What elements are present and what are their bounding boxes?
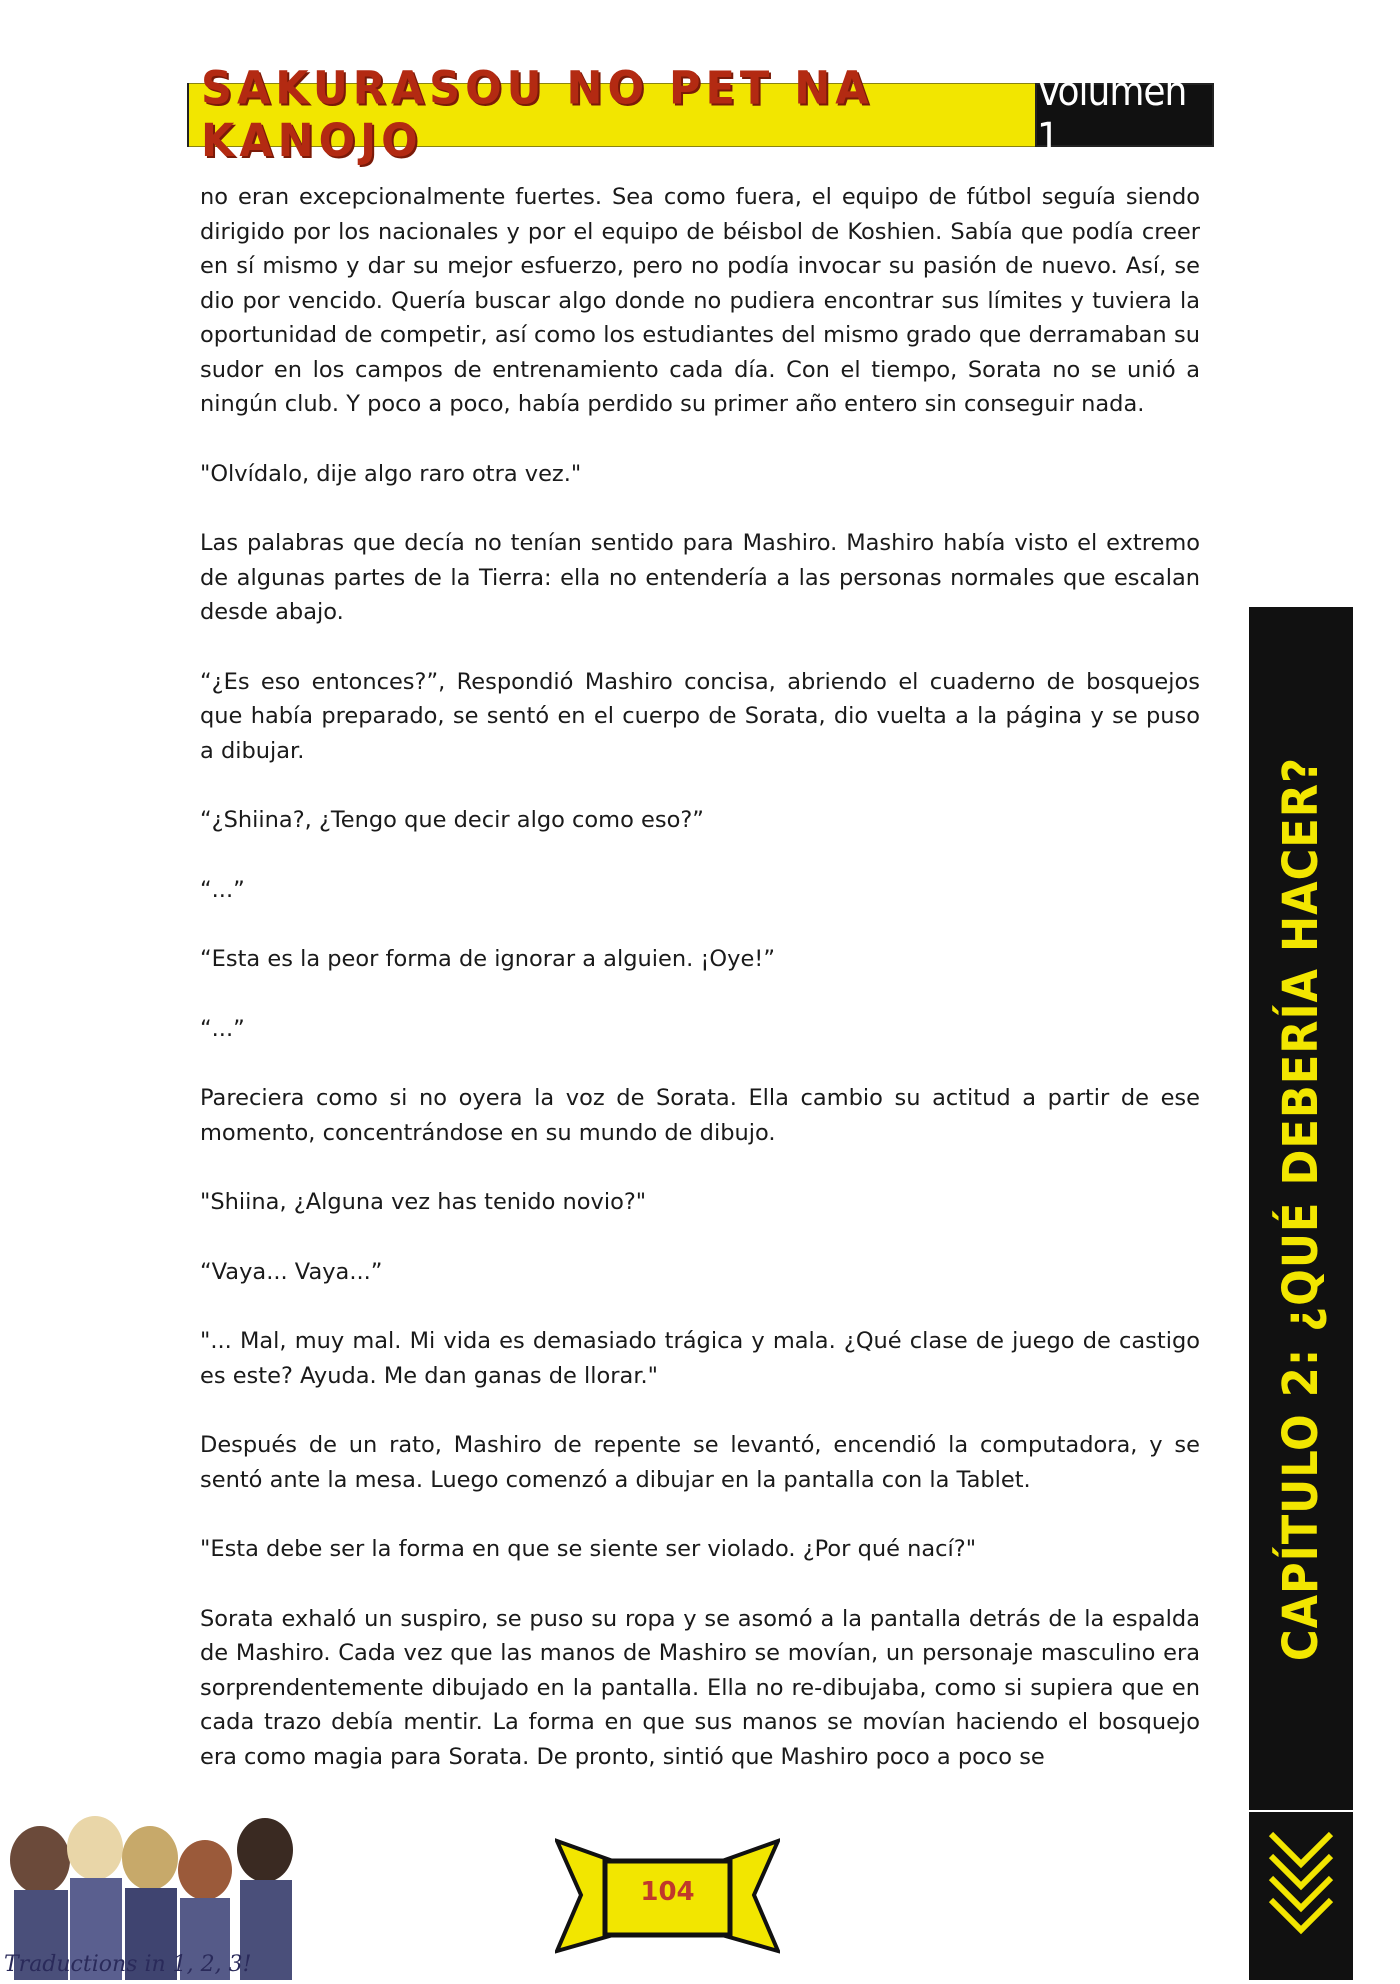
- body-text: [200, 180, 1200, 1774]
- translator-credit: Traductions in 1, 2, 3!: [4, 1952, 252, 1977]
- paragraph: Sorata exhaló un suspiro, se puso su ropa y se asomó a la pantalla detrás de la espalda de Mashiro. Cada vez que las manos de Mashiro se movían, un personaje masculino era sorprendentemente dibujado en la pantalla. Ella no re-dibujaba, como si supiera que en cada trazo debía mentir. La forma en que sus manos se movían haciendo el bosquejo era como magia para Sorata. De pronto, sintió que Mashiro poco a poco se: [200, 1605, 1200, 1770]
- paragraph: Pareciera como si no oyera la voz de Sorata. Ella cambio su actitud a partir de ese momento, concentrándose en su mundo de dibujo.: [200, 1085, 1200, 1146]
- page-header: [187, 62, 1214, 168]
- paragraph: “...”: [200, 1015, 245, 1042]
- chapter-side-tab: [1249, 607, 1353, 1810]
- paragraph: “Vaya... Vaya...”: [200, 1258, 383, 1285]
- paragraph: "... Mal, muy mal. Mi vida es demasiado trágica y mala. ¿Qué clase de juego de castigo es este? Ayuda. Me dan ganas de llorar.": [200, 1328, 1200, 1389]
- paragraph: "Shiina, ¿Alguna vez has tenido novio?": [200, 1189, 647, 1215]
- volume-label: Volumen 1: [1037, 85, 1212, 145]
- page-number-ribbon: [555, 1833, 780, 1958]
- paragraph: “...”: [200, 876, 245, 903]
- chapter-label: CAPÍTULO 2: ¿QUÉ DEBERÍA HACER?: [1273, 756, 1329, 1661]
- chapter-tab-end: [1249, 1812, 1353, 1980]
- paragraph: “Esta es la peor forma de ignorar a alguien. ¡Oye!”: [200, 946, 775, 972]
- chevron-down-icon: [1249, 1812, 1353, 1980]
- paragraph: "Esta debe ser la forma en que se siente ser violado. ¿Por qué nací?": [200, 1536, 977, 1562]
- paragraph: “¿Shiina?, ¿Tengo que decir algo como eso?”: [200, 807, 704, 833]
- paragraph: Después de un rato, Mashiro de repente se levantó, encendió la computadora, y se sentó ante la mesa. Luego comenzó a dibujar en la pantalla con la Tablet.: [200, 1432, 1200, 1493]
- series-title: SAKURASOU NO PET NA KANOJO: [189, 84, 1037, 147]
- paragraph: no eran excepcionalmente fuertes. Sea como fuera, el equipo de fútbol seguía siendo dirigido por los nacionales y por el equipo de béisbol de Koshien. Sabía que podía creer en sí mismo y dar su mejor esfuerzo, pero no podía invocar su pasión de nuevo. Así, se dio por vencido. Quería buscar algo donde no pudiera encontrar sus límites y tuviera la oportunidad de competir, así como los estudiantes del mismo grado que derramaban su sudor en los campos de entrenamiento cada día. Con el tiempo, Sorata no se unió a ningún club. Y poco a poco, había perdido su primer año entero sin conseguir nada.: [200, 184, 1200, 417]
- page-number: 104: [640, 1877, 695, 1907]
- paragraph: Las palabras que decía no tenían sentido para Mashiro. Mashiro había visto el extremo de algunas partes de la Tierra: ella no entendería a las personas normales que escalan desde abajo.: [200, 530, 1200, 625]
- paragraph: “¿Es eso entonces?”, Respondió Mashiro concisa, abriendo el cuaderno de bosquejos que había preparado, se sentó en el cuerpo de Sorata, dio vuelta a la página y se puso a dibujar.: [200, 668, 1200, 764]
- paragraph: "Olvídalo, dije algo raro otra vez.": [200, 460, 582, 487]
